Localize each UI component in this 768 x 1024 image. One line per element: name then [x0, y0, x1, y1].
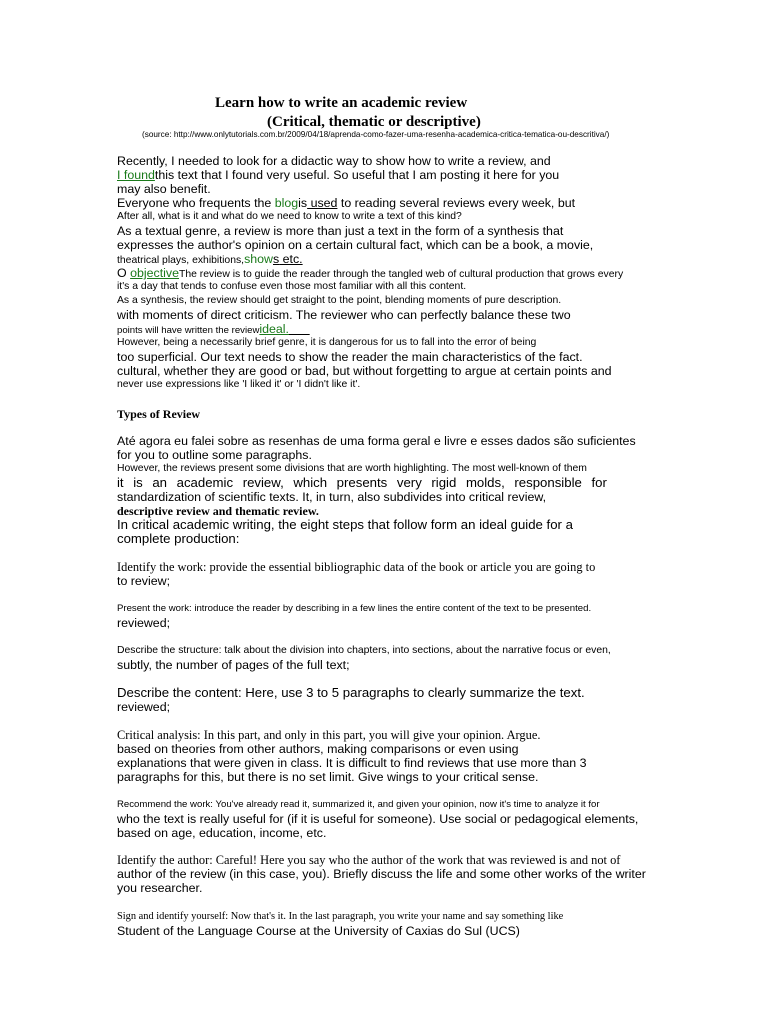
p5-word: an — [152, 475, 168, 490]
step7-line1: Identify the author: Careful! Here you say who the author of the work that was reviewed is and not of — [117, 853, 621, 867]
step6-line2: who the text is really useful for (if it is useful for someone). Use social or pedagogical elements, — [117, 812, 639, 826]
step1-line1: Identify the work: provide the essential bibliographic data of the book or article you are going to — [117, 560, 596, 574]
p5-word: which — [293, 475, 328, 490]
step8-line2: Student of the Language Course at the University of Caxias do Sul (UCS) — [117, 924, 520, 938]
p5-line7: In critical academic writing, the eight steps that follow form an ideal guide for a — [117, 517, 573, 532]
step7-line3: you researcher. — [117, 881, 203, 895]
p5-word: responsible — [514, 475, 582, 490]
p2-line1-used: used — [307, 196, 338, 210]
source-citation: (source: http://www.onlytutorials.com.br/2009/04/18/aprenda-como-fazer-uma-resenha-academica-critica-tematica-ou-descritiva/) — [142, 130, 610, 139]
p2-line5-s: s — [273, 252, 280, 266]
p5-word: presents — [336, 475, 388, 490]
p1-line3: may also benefit. — [117, 182, 211, 196]
step1-line2: to review; — [117, 574, 171, 588]
p5-word: it — [117, 475, 124, 490]
shows-link[interactable]: show — [244, 252, 273, 266]
p5-line8: complete production: — [117, 531, 240, 546]
p4-line2: too superficial. Our text needs to show the reader the main characteristics of the fact. — [117, 350, 583, 364]
step6-line1: Recommend the work: You've already read it, summarized it, and given your opinion, now it's time to analyze it for — [117, 799, 600, 810]
objective-link[interactable]: objective — [130, 266, 179, 280]
p2-line2: After all, what is it and what do we need to know to write a text of this kind? — [117, 211, 462, 222]
step4-line1: Describe the content: Here, use 3 to 5 paragraphs to clearly summarize the text. — [117, 685, 585, 700]
step8-line1: Sign and identify yourself: Now that's it. In the last paragraph, you write your name and say something like — [117, 911, 564, 922]
p4-line1: However, being a necessarily brief genre, it is dangerous for us to fall into the error of being — [117, 337, 537, 348]
p2-line1 — [117, 196, 575, 210]
p5-word: academic — [176, 475, 234, 490]
p5-word: molds, — [465, 475, 505, 490]
blog-link[interactable]: blog — [274, 196, 299, 210]
p3-line5-pad — [289, 322, 310, 336]
p3-line4: with moments of direct criticism. The reviewer who can perfectly balance these two — [117, 308, 571, 322]
step2-line1: Present the work: introduce the reader by describing in a few lines the entire content of the text to be presented. — [117, 603, 592, 614]
step4-line2: reviewed; — [117, 700, 171, 714]
ideal-link[interactable]: ideal. — [259, 322, 289, 336]
types-of-review-heading: Types of Review — [117, 407, 201, 421]
document-title: Learn how to write an academic review — [215, 95, 468, 111]
p5-word: is — [133, 475, 143, 490]
step5-line1: Critical analysis: In this part, and only in this part, you will give your opinion. Argue. — [117, 728, 541, 742]
p5-line5: standardization of scientific texts. It, in turn, also subdivides into critical review, — [117, 490, 547, 504]
step3-line2: subtly, the number of pages of the full text; — [117, 658, 350, 672]
i-found-link[interactable]: I found — [117, 168, 155, 182]
p5-line2: for you to outline some paragraphs. — [117, 448, 312, 462]
p3-line2: it's a day that tends to confuse even those most familiar with all this content. — [117, 281, 467, 292]
p5-word: rigid — [431, 475, 457, 490]
p2-line5-etc: etc. — [279, 252, 303, 266]
p3-line3: As a synthesis, the review should get straight to the point, blending moments of pure description. — [117, 295, 562, 306]
p3-line5-a: points will have written the review — [117, 325, 260, 336]
p1-line1: Recently, I needed to look for a didactic way to show how to write a review, and — [117, 154, 551, 168]
step5-line2: based on theories from other authors, making comparisons or even using — [117, 742, 519, 756]
p2-line1-rest: to reading several reviews every week, but — [337, 196, 576, 210]
p5-line4 — [117, 476, 607, 490]
p3-o: O — [117, 266, 131, 280]
step2-line2: reviewed; — [117, 616, 171, 630]
p2-line3: As a textual genre, a review is more than just a text in the form of a synthesis that — [117, 224, 564, 238]
document-subtitle: (Critical, thematic or descriptive) — [267, 114, 481, 130]
step3-line1: Describe the structure: talk about the division into chapters, into sections, about the narrative focus or even, — [117, 645, 611, 656]
step5-line4: paragraphs for this, but there is no set limit. Give wings to your critical sense. — [117, 770, 539, 784]
step5-line3: explanations that were given in class. It is difficult to find reviews that use more than 3 — [117, 756, 587, 770]
p4-line4: never use expressions like 'I liked it' or 'I didn't like it'. — [117, 379, 361, 390]
p5-word: for — [591, 475, 607, 490]
p2-line5-a: theatrical plays, exhibitions, — [117, 255, 245, 266]
p3-line1-rest: The review is to guide the reader through the tangled web of cultural production that grows every — [179, 269, 624, 280]
step6-line3: based on age, education, income, etc. — [117, 826, 327, 840]
p2-line1-a: Everyone who frequents the — [117, 196, 275, 210]
p5-line6: descriptive review and thematic review. — [117, 504, 319, 518]
p5-word: review, — [242, 475, 284, 490]
p2-line1-is: is — [298, 196, 308, 210]
p1-line2-text: this text that I found very useful. So useful that I am posting it here for you — [154, 168, 560, 182]
p5-line3: However, the reviews present some divisions that are worth highlighting. The most well-known of them — [117, 463, 587, 474]
step7-line2: author of the review (in this case, you). Briefly discuss the life and some other works of the writer — [117, 867, 646, 881]
p2-line4: expresses the author's opinion on a certain cultural fact, which can be a book, a movie, — [117, 238, 594, 252]
p4-line3: cultural, whether they are good or bad, but without forgetting to argue at certain points and — [117, 364, 612, 378]
p1-line2 — [117, 168, 559, 182]
p5-line1: Até agora eu falei sobre as resenhas de uma forma geral e livre e esses dados são suficientes — [117, 434, 636, 448]
p5-word: very — [396, 475, 422, 490]
